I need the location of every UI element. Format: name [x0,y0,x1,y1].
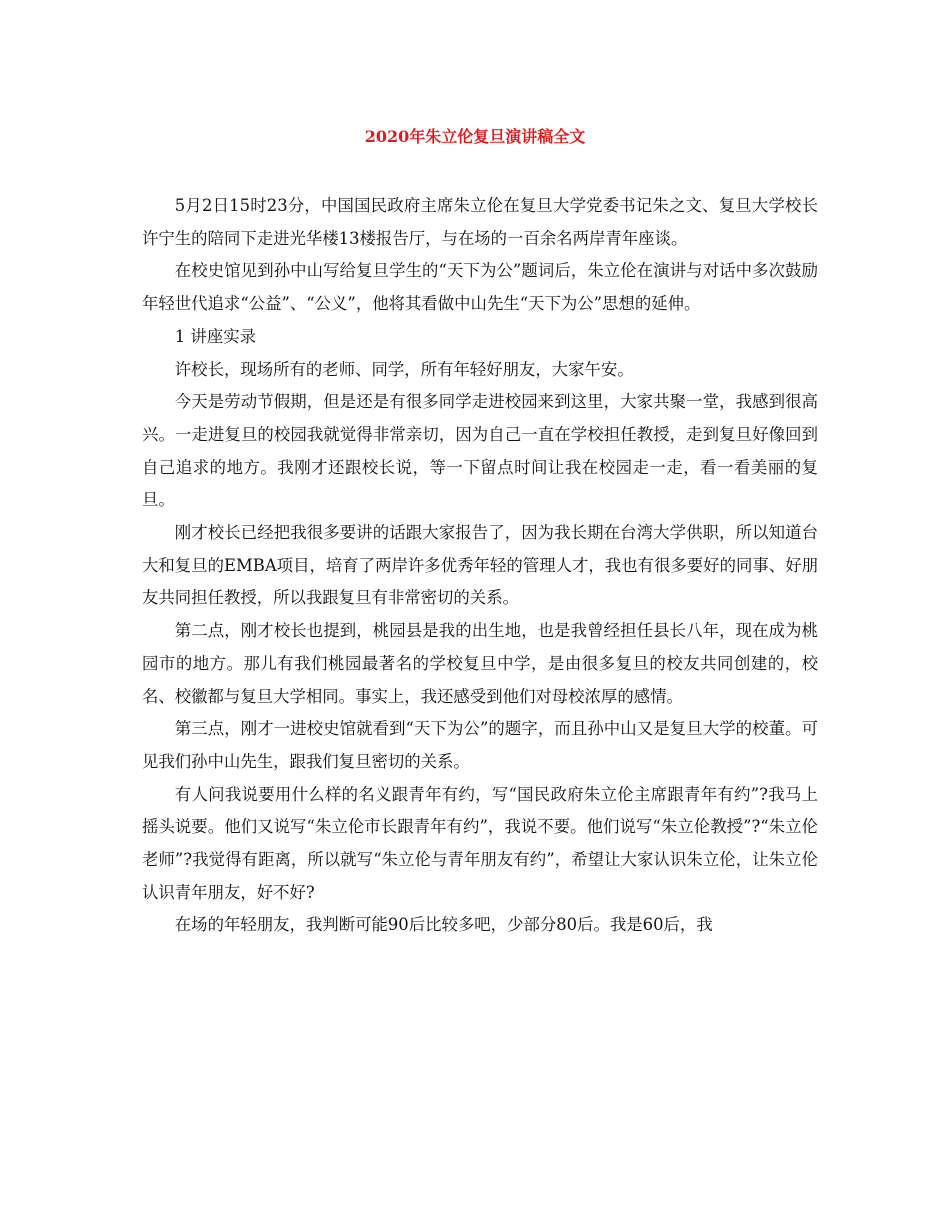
section-heading: 1 讲座实录 [174,326,256,346]
paragraph: 5月2日15时23分，中国国民政府主席朱立伦在复旦大学党委书记朱之文、复旦大学校长许宁生的陪同下走进光华楼13楼报告厅，与在场的一百余名两岸青年座谈。 [142,196,818,248]
paragraph: 许校长，现场所有的老师、同学，所有年轻好朋友，大家午安。 [174,359,634,379]
paragraph: 第二点，刚才校长也提到，桃园县是我的出生地，也是我曾经担任县长八年，现在成为桃园市的地方。那儿有我们桃园最著名的学校复旦中学，是由很多复旦的校友共同创建的，校名、校徽都与复旦大学相同。事实上，我还感受到他们对母校浓厚的感情。 [142,621,818,706]
paragraph: 在校史馆见到孙中山写给复旦学生的“天下为公”题词后，朱立伦在演讲与对话中多次鼓励年轻世代追求“公益”、“公义”，他将其看做中山先生“天下为公”思想的延伸。 [142,261,818,314]
paragraph: 在场的年轻朋友，我判断可能90后比较多吧，少部分80后。我是60后，我 [174,915,713,935]
document-body [142,190,818,942]
paragraph: 有人问我说要用什么样的名义跟青年有约，写“国民政府朱立伦主席跟青年有约”?我马上摇头说要。他们又说写“朱立伦市长跟青年有约”，我说不要。他们说写“朱立伦教授”?“朱立伦老师”?我觉得有距离，所以就写“朱立伦与青年朋友有约”，希望让大家认识朱立伦，让朱立伦认识青年朋友，好不好? [142,784,818,902]
document-title: 2020年朱立伦复旦演讲稿全文 [364,127,586,146]
paragraph: 今天是劳动节假期，但是还是有很多同学走进校园来到这里，大家共聚一堂，我感到很高兴。一走进复旦的校园我就觉得非常亲切，因为自己一直在学校担任教授，走到复旦好像回到自己追求的地方。我刚才还跟校长说，等一下留点时间让我在校园走一走，看一看美丽的复旦。 [142,392,818,510]
paragraph: 第三点，刚才一进校史馆就看到“天下为公”的题字，而且孙中山又是复旦大学的校董。可见我们孙中山先生，跟我们复旦密切的关系。 [142,719,818,771]
paragraph: 刚才校长已经把我很多要讲的话跟大家报告了，因为我长期在台湾大学供职，所以知道台大和复旦的EMBA项目，培育了两岸许多优秀年轻的管理人才，我也有很多要好的同事、好朋友共同担任教授，所以我跟复旦有非常密切的关系。 [142,523,818,608]
